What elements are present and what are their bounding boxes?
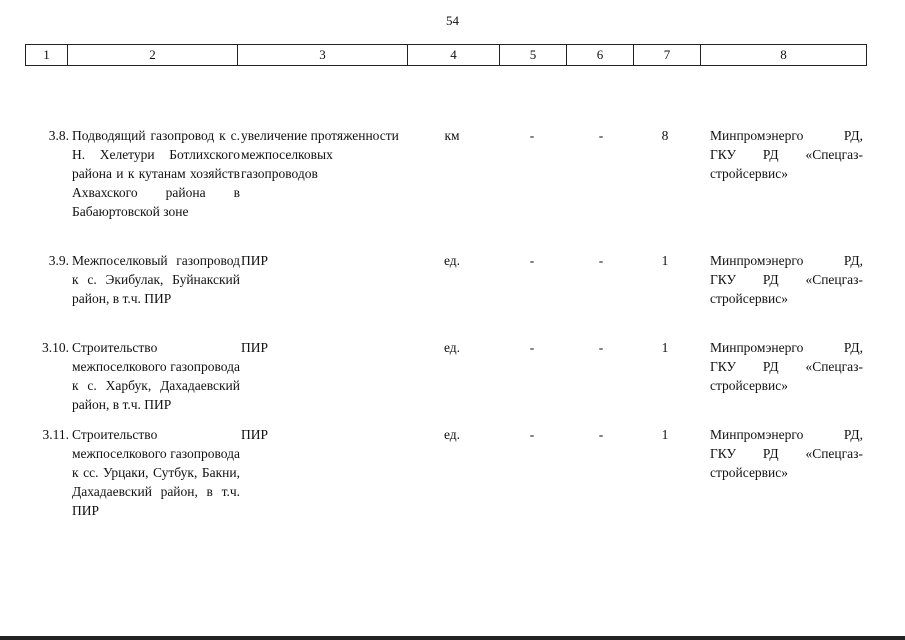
unit: ед. bbox=[443, 340, 461, 355]
executor-line: стройсервис» bbox=[710, 465, 789, 480]
page-number: 54 bbox=[446, 13, 459, 28]
executor-line: стройсервис» bbox=[710, 291, 789, 306]
value-col-5: - bbox=[529, 340, 535, 355]
unit: км bbox=[444, 128, 460, 143]
executor-line: Минпромэнерго РД, bbox=[710, 253, 863, 268]
value-col-7: 1 bbox=[661, 253, 669, 268]
work-type: ПИР bbox=[241, 340, 269, 355]
work-type: ПИР bbox=[241, 253, 269, 268]
value-col-7: 8 bbox=[661, 128, 669, 143]
unit: ед. bbox=[443, 253, 461, 268]
executor-line: стройсервис» bbox=[710, 378, 789, 393]
executor-line: ГКУ РД «Спецгаз- bbox=[710, 147, 863, 162]
value-col-6: - bbox=[598, 340, 604, 355]
executor-line: ГКУ РД «Спецгаз- bbox=[710, 359, 863, 374]
object-name: Подводящий газопровод к с. Н. Хелетури Ботлихского района и к кутанам хозяйств Ахвахского района в Бабаюртовской зоне bbox=[72, 128, 240, 219]
column-header-1: 1 bbox=[25, 45, 67, 65]
value-col-5: - bbox=[529, 427, 535, 442]
column-header-2: 2 bbox=[67, 45, 237, 65]
scan-edge bbox=[0, 636, 905, 640]
executor-line: стройсервис» bbox=[710, 166, 789, 181]
column-header-8: 8 bbox=[700, 45, 866, 65]
value-col-6: - bbox=[598, 427, 604, 442]
value-col-6: - bbox=[598, 253, 604, 268]
column-header-4: 4 bbox=[407, 45, 499, 65]
value-col-7: 1 bbox=[661, 427, 669, 442]
executor-line: Минпромэнерго РД, bbox=[710, 340, 863, 355]
column-header-5: 5 bbox=[499, 45, 566, 65]
work-type: ПИР bbox=[241, 427, 269, 442]
row-number: 3.9. bbox=[48, 253, 69, 268]
value-col-5: - bbox=[529, 253, 535, 268]
executor bbox=[710, 425, 863, 482]
executor-line: Минпромэнерго РД, bbox=[710, 427, 863, 442]
row-number: 3.10. bbox=[42, 340, 69, 355]
value-col-6: - bbox=[598, 128, 604, 143]
value-col-7: 1 bbox=[661, 340, 669, 355]
work-type: увеличение протяженности межпоселковых газопроводов bbox=[241, 128, 399, 181]
object-name: Строительство межпоселкового газопровода к с. Харбук, Дахадаевский район, в т.ч. ПИР bbox=[72, 340, 240, 412]
executor bbox=[710, 251, 863, 308]
row-number: 3.8. bbox=[48, 128, 69, 143]
executor-line: ГКУ РД «Спецгаз- bbox=[710, 446, 863, 461]
executor-line: ГКУ РД «Спецгаз- bbox=[710, 272, 863, 287]
column-header-row bbox=[25, 44, 867, 66]
value-col-5: - bbox=[529, 128, 535, 143]
object-name: Строительство межпоселкового газопровода к сс. Урцаки, Сутбук, Бакни, Дахадаевский район, в т.ч. ПИР bbox=[72, 427, 240, 518]
column-header-7: 7 bbox=[633, 45, 700, 65]
object-name: Межпоселковый газопровод к с. Экибулак, Буйнакский район, в т.ч. ПИР bbox=[72, 253, 240, 306]
column-header-6: 6 bbox=[566, 45, 633, 65]
column-header-3: 3 bbox=[237, 45, 407, 65]
executor-line: Минпромэнерго РД, bbox=[710, 128, 863, 143]
executor bbox=[710, 338, 863, 395]
unit: ед. bbox=[443, 427, 461, 442]
executor bbox=[710, 126, 863, 183]
row-number: 3.11. bbox=[42, 427, 69, 442]
